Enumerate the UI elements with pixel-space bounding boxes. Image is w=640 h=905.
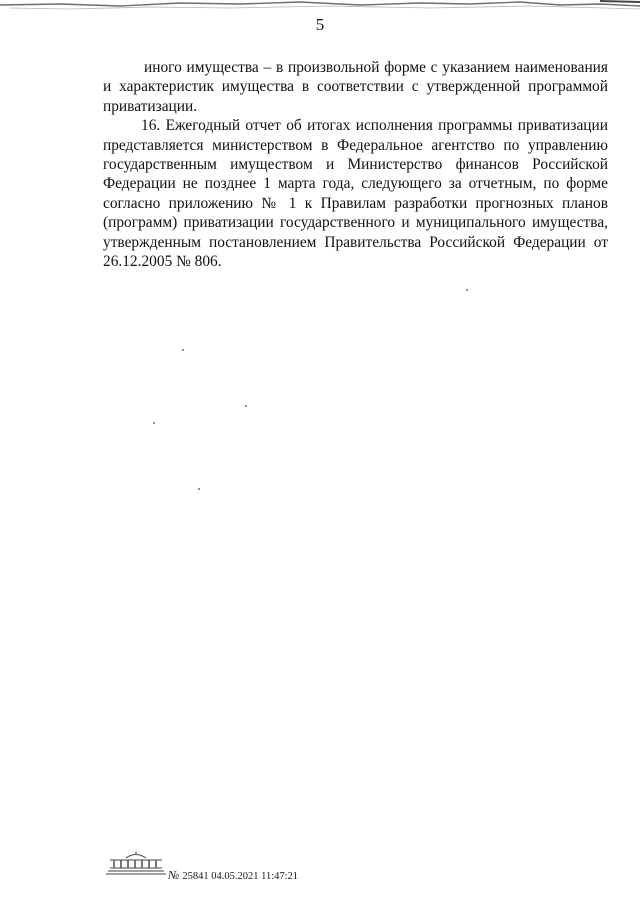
building-stamp-icon [106, 851, 166, 875]
scan-speck [182, 349, 184, 351]
paragraph-property-characteristics: иного имущества – в произвольной форме с указанием наименования и характеристик имущества в соответствии с утвержденной программой приватизации. [103, 59, 608, 115]
scan-speck [245, 405, 247, 407]
registration-stamp [168, 869, 298, 883]
scan-top-edge [0, 0, 640, 14]
paragraph-16-annual-report: 16. Ежегодный отчет об итогах исполнения программы приватизации представляется министерством в Федеральное агентство по управлению государственным имуществом и Министерство финансов Российской Федерации не позднее 1 марта года, следующего за отчетным, по форме согласно приложению № 1 к Правилам разработки прогнозных планов (программ) приватизации государственного и муниципального имущества, утвержденным постановлением Правительства Российской Федерации от 26.12.2005 № 806. [103, 117, 608, 271]
page-number: 5 [315, 15, 325, 34]
document-body [103, 58, 608, 271]
registration-number-datetime: 25841 04.05.2021 11:47:21 [182, 871, 299, 882]
number-sign: № [168, 868, 180, 882]
scan-speck [466, 289, 468, 291]
scan-speck [153, 422, 155, 424]
scan-speck [198, 488, 200, 490]
